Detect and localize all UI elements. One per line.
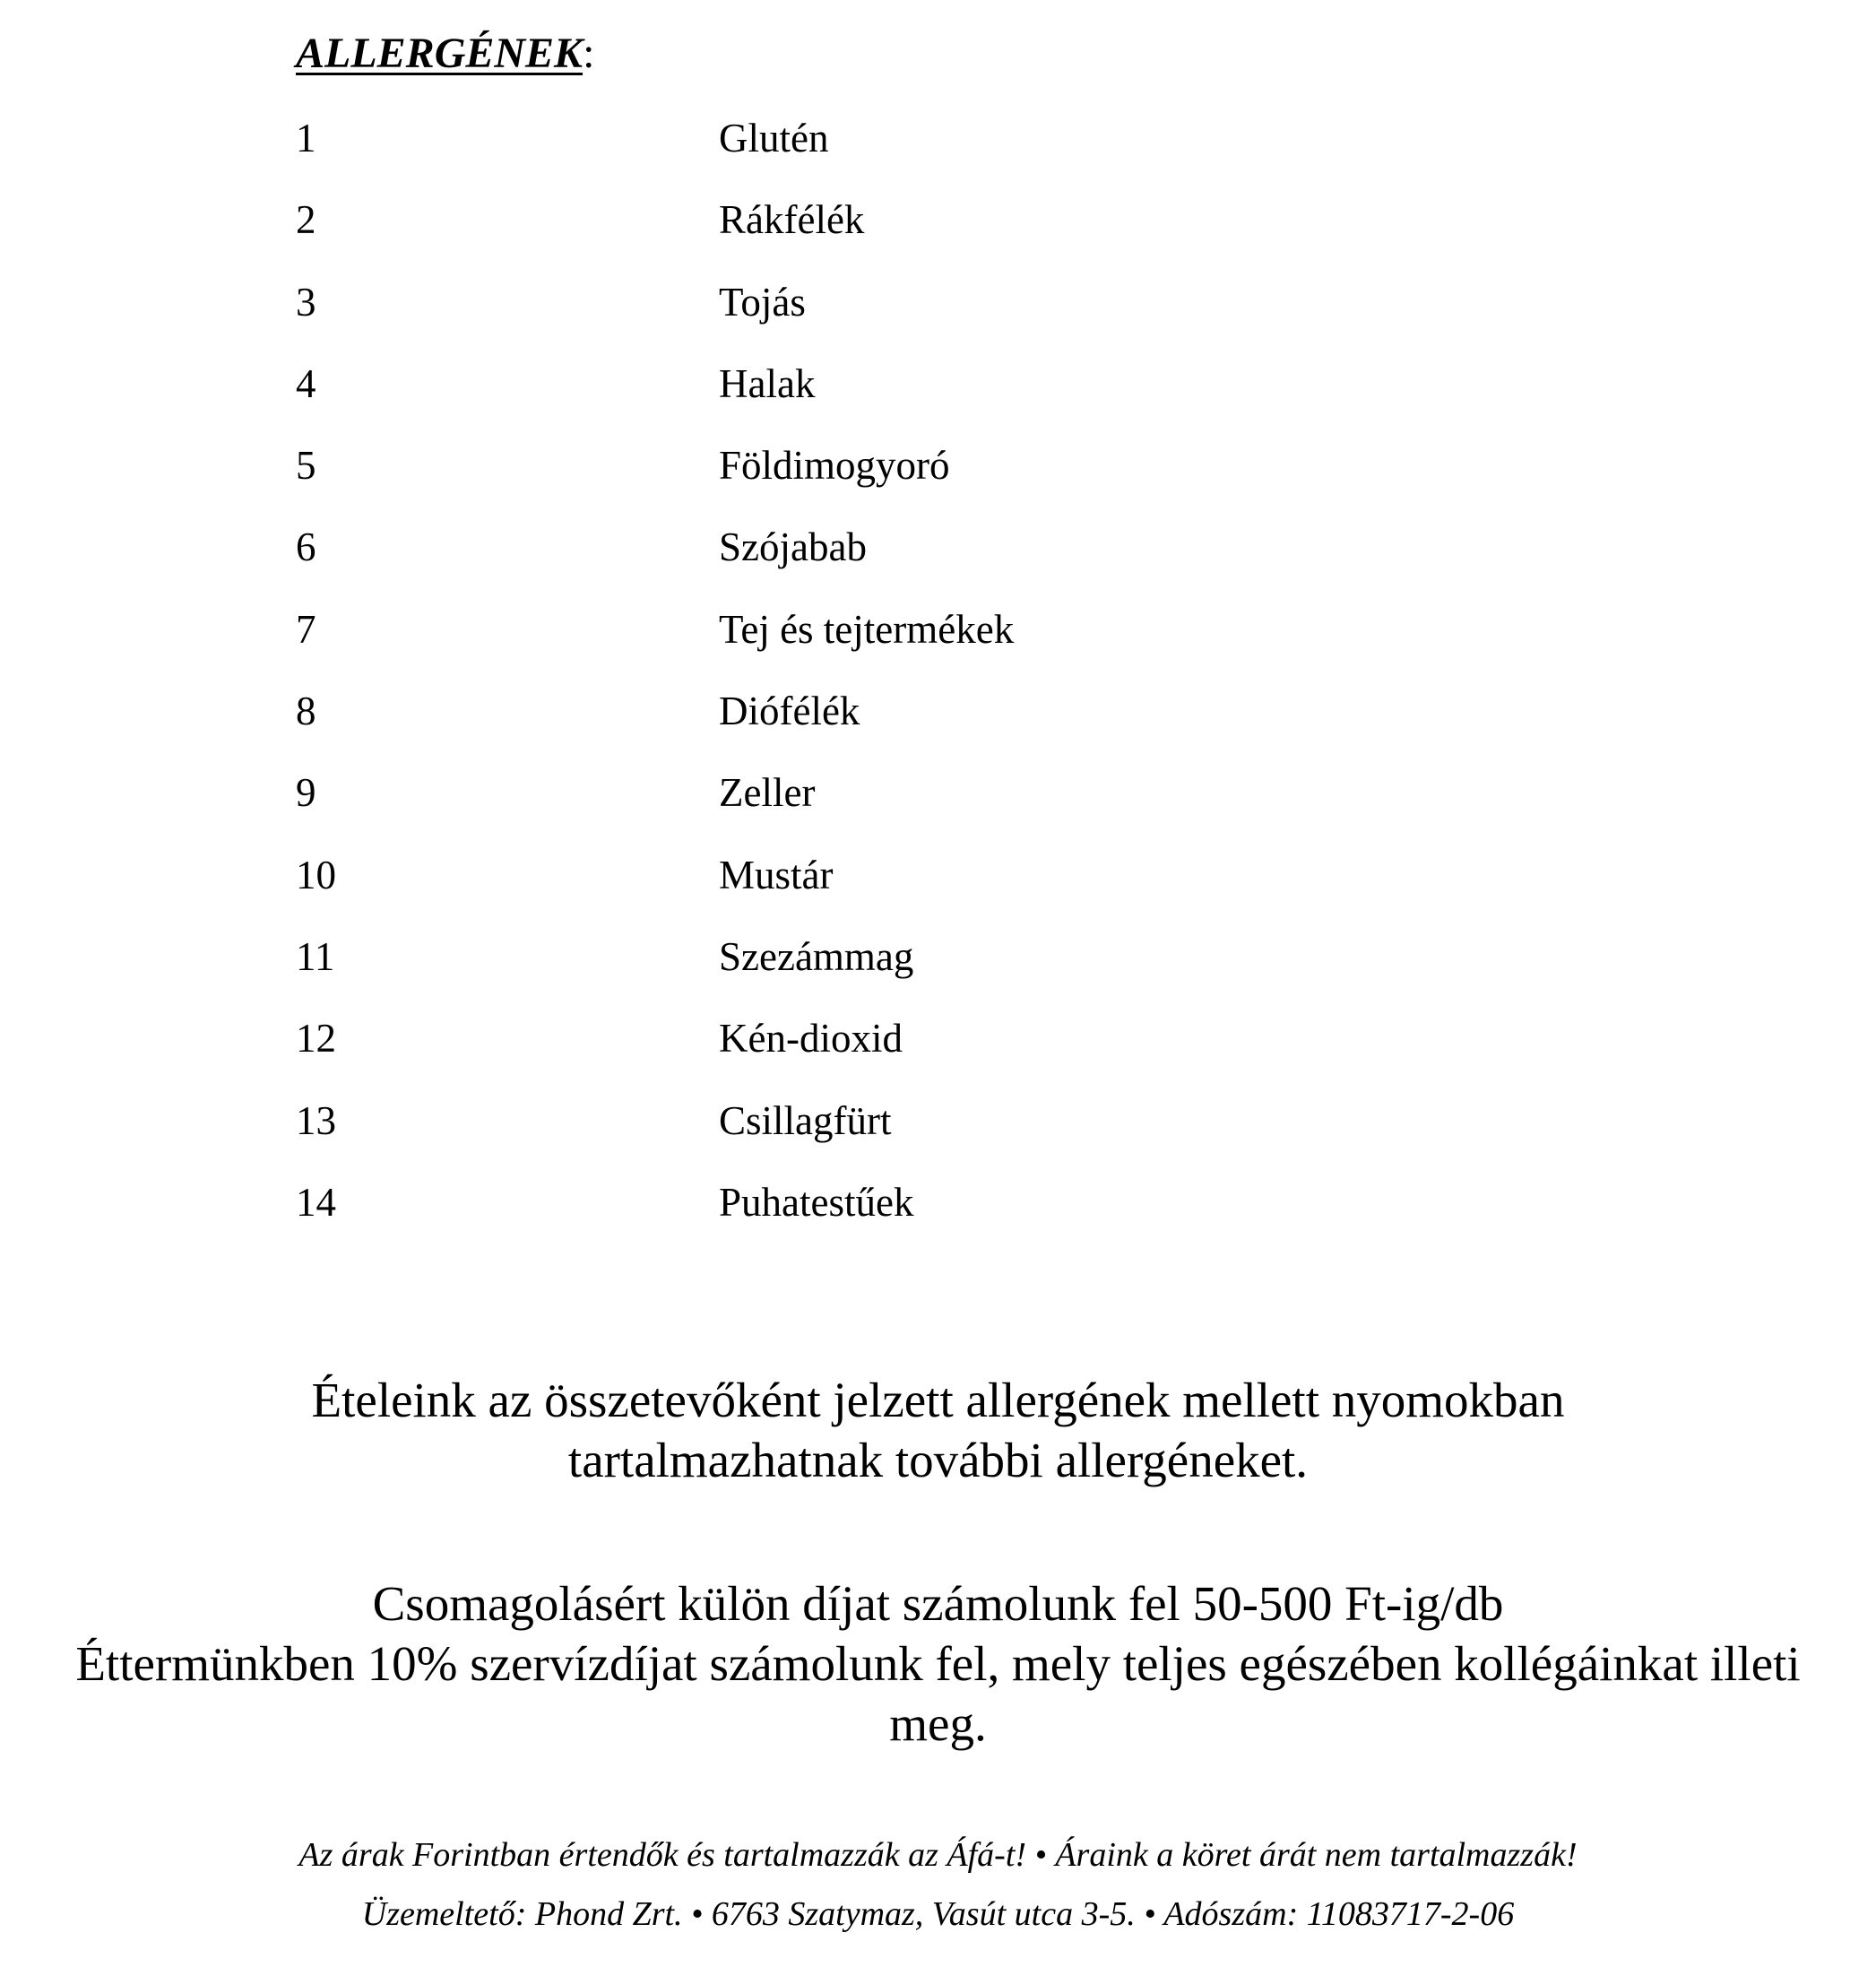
allergen-number: 10 — [296, 852, 336, 897]
allergen-name: Halak — [719, 360, 816, 406]
prices-note: Az árak Forintban értendők és tartalmazzák az Áfá-t! • Áraink a köret árát nem tartalmazzák! — [298, 1836, 1578, 1874]
trace-allergen-notice — [0, 1370, 1876, 1490]
allergen-number: 6 — [296, 524, 316, 570]
allergen-name: Kén-dioxid — [719, 1016, 903, 1062]
allergen-name: Diófélék — [719, 689, 860, 734]
allergen-row-9 — [296, 767, 1014, 849]
allergen-row-5 — [296, 440, 1014, 522]
allergen-name: Mustár — [719, 852, 834, 897]
allergen-name: Zeller — [719, 770, 816, 816]
allergen-row-11 — [296, 932, 1014, 1013]
allergen-name: Tej és tejtermékek — [719, 606, 1015, 652]
allergen-row-8 — [296, 686, 1014, 767]
allergen-name: Földimogyoró — [719, 443, 950, 489]
allergen-number: 3 — [296, 279, 316, 325]
allergen-name: Rákfélék — [719, 197, 865, 243]
allergen-number: 9 — [296, 770, 316, 816]
allergen-number: 13 — [296, 1097, 336, 1143]
allergen-name: Csillagfürt — [719, 1097, 892, 1143]
allergen-row-7 — [296, 604, 1014, 686]
allergen-name: Puhatestűek — [719, 1179, 914, 1225]
allergens-heading-colon: : — [583, 30, 595, 77]
allergen-row-3 — [296, 277, 1014, 359]
allergen-number: 8 — [296, 689, 316, 734]
allergen-number: 5 — [296, 443, 316, 489]
fees-notice — [0, 1573, 1876, 1754]
service-fee-line: Éttermünkben 10% szervízdíjat számolunk fel, mely teljes egészében kollégáinkat illeti — [75, 1636, 1801, 1691]
allergen-row-6 — [296, 522, 1014, 603]
allergen-row-4 — [296, 359, 1014, 440]
allergen-number: 2 — [296, 197, 316, 243]
allergen-number: 7 — [296, 606, 316, 652]
allergen-row-2 — [296, 195, 1014, 276]
trace-notice-line-1: Ételeink az összetevőként jelzett allergének mellett nyomokban — [311, 1373, 1565, 1427]
operator-note: Üzemeltető: Phond Zrt. • 6763 Szatymaz, Vasút utca 3-5. • Adószám: 11083717-2-06 — [361, 1895, 1515, 1933]
packaging-fee-line: Csomagolásért külön díjat számolunk fel 50-500 Ft-ig/db — [372, 1576, 1504, 1631]
allergen-row-12 — [296, 1013, 1014, 1095]
allergen-number: 1 — [296, 116, 316, 160]
allergen-number: 14 — [296, 1179, 336, 1225]
service-fee-line-end: meg. — [889, 1696, 987, 1751]
allergen-number: 4 — [296, 360, 316, 406]
allergen-row-10 — [296, 850, 1014, 932]
allergen-number: 11 — [296, 933, 335, 979]
allergen-name: Tojás — [719, 279, 806, 325]
allergens-heading-text: ALLERGÉNEK — [296, 30, 584, 77]
allergen-name: Szójabab — [719, 524, 867, 570]
allergen-row-1 — [296, 113, 1014, 195]
allergen-list — [296, 113, 1014, 1259]
allergens-heading — [296, 27, 594, 81]
allergen-name: Szezámmag — [719, 933, 914, 979]
trace-notice-line-2: tartalmazhatnak további allergéneket. — [567, 1433, 1309, 1487]
allergen-row-13 — [296, 1096, 1014, 1177]
allergen-number: 12 — [296, 1016, 336, 1062]
footer — [0, 1825, 1876, 1944]
allergen-name: Glutén — [719, 116, 829, 160]
allergen-row-14 — [296, 1177, 1014, 1259]
